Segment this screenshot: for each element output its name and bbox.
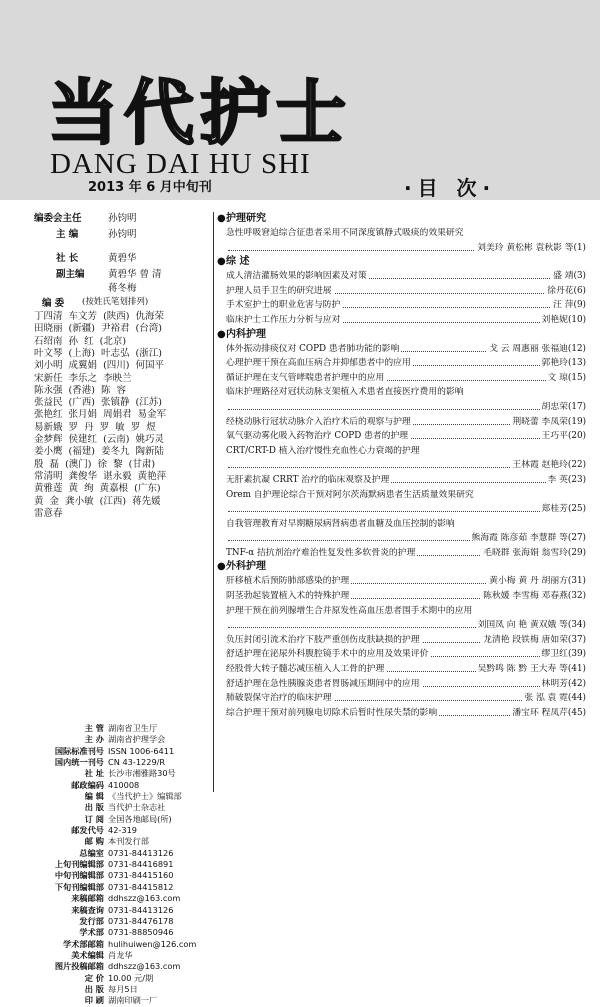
article-title[interactable]: 舒适护理在急性胰腺炎患者胃肠减压期间中的应用 [226, 677, 422, 692]
toc-entry[interactable] [226, 371, 586, 386]
pub-label: 邮 购 [84, 836, 104, 847]
pub-row [34, 870, 212, 881]
article-title[interactable]: 无肝素抗凝 CRRT 治疗的临床观察及护理 [226, 473, 391, 488]
pub-label: 中旬刊编辑部 [54, 870, 104, 881]
pub-value: 0731-84476178 [108, 915, 174, 926]
bullet-icon: ● [217, 561, 226, 573]
bullet-icon: ● [217, 328, 226, 340]
board-note: (按姓氏笔划排列) [82, 297, 149, 307]
pub-row [34, 916, 212, 927]
toc-entry-authors [226, 241, 586, 256]
pub-value: 当代护士杂志社 [108, 802, 166, 813]
board-line: 黄 金 龚小敏 (江西) 蒋先媛 [34, 495, 161, 507]
board-line: 黄雅莲 黄 绚 黄嘉根 (广东) [34, 483, 161, 495]
toc-entry[interactable] [226, 633, 586, 648]
toc-entry[interactable] [226, 356, 586, 371]
pub-row [34, 859, 212, 870]
pub-value: 全国各地邮局(所) [108, 813, 172, 824]
article-authors: 毛晓群 张海娟 翁雪玲(29) [481, 546, 586, 561]
toc-section-heading [217, 212, 586, 226]
journal-title: 当代护士 [48, 72, 352, 154]
article-authors: 郭艳玲(13) [540, 356, 586, 371]
pub-label: 印 刷 [84, 995, 104, 1006]
pub-row [34, 995, 212, 1006]
pub-row [34, 848, 212, 859]
pub-value: 42-319 [108, 825, 138, 836]
board-line: 刘小明 成翼娟 (四川) 何国平 [34, 360, 165, 372]
pub-label: 主 管 [84, 723, 104, 733]
board-line: 石绍南 孙 红 (北京) [34, 335, 127, 347]
pub-row [34, 757, 212, 768]
board-line: 丁四清 车文芳 (陕西) 仇海荣 [34, 311, 165, 322]
toc-entry-authors [226, 502, 586, 517]
board-line: 常清明 龚俊华 谌永毅 黄艳萍 [34, 470, 167, 482]
article-authors: 吴黔鸣 陈 黔 王大寿 等(41) [476, 662, 586, 677]
article-title[interactable]: Orem 自护理论综合干预对阿尔茨海默病患者生活质量效果研究 [226, 488, 476, 503]
article-title[interactable]: 阴茎勃起装置植入术的特殊护理 [226, 589, 351, 604]
pub-row [34, 802, 212, 813]
toc-entry-title[interactable] [226, 385, 586, 400]
toc-entry[interactable] [226, 342, 586, 357]
article-authors: 潘宝环 程凤芹(45) [510, 706, 586, 721]
editor-label: 主 编 [56, 229, 79, 240]
pub-value: 0731-84415160 [108, 870, 174, 881]
section-title: 外科护理 [226, 561, 266, 573]
pub-label: 定 价 [84, 972, 104, 983]
toc-entry[interactable] [226, 589, 586, 604]
pub-label: 学术部邮箱 [63, 938, 104, 949]
pub-label: 总编室 [79, 847, 104, 858]
leader-dots [228, 409, 586, 410]
article-title[interactable]: 经股骨大转子髓芯减压植入人工骨的护理 [226, 662, 386, 677]
article-authors: 龙清艳 段铁梅 唐如荣(37) [481, 633, 586, 648]
article-title[interactable]: 体外振动排痰仪对 COPD 患者肺功能的影响 [226, 342, 401, 357]
pub-value: 湖南省卫生厅 [108, 723, 158, 733]
toc-entry-title[interactable] [226, 517, 586, 532]
article-authors: 王林霞 赵艳玲(22) [510, 458, 586, 473]
article-title[interactable]: 护理人员手卫生的研究进展 [226, 284, 334, 299]
toc-entry-authors [226, 618, 586, 633]
toc-entry[interactable] [226, 429, 586, 444]
toc-section-heading [217, 255, 586, 269]
pub-value: ddhszz@163.com [108, 893, 181, 904]
toc-entry-authors [226, 531, 586, 546]
board-line: 叶文琴 (上海) 叶志弘 (浙江) [34, 347, 162, 359]
article-title[interactable]: 成人清洁灌肠效果的影响因素及对策 [226, 269, 369, 284]
pub-row [34, 814, 212, 825]
toc-entry[interactable] [226, 706, 586, 721]
pub-row [34, 825, 212, 836]
president-names: 黄碧华 [108, 253, 137, 264]
article-title[interactable]: 负压封闭引流术治疗下肢严重创伤皮肤缺损的护理 [226, 633, 422, 648]
pub-value: 410008 [108, 779, 140, 790]
pub-value: 长沙市湘雅路30号 [108, 768, 176, 779]
pub-label: 国内统一刊号 [54, 757, 104, 768]
pub-label: 社 址 [84, 768, 104, 779]
pub-label: 发行部 [79, 915, 104, 926]
pub-label: 国际标准刊号 [54, 745, 104, 756]
board-line: 金梦辉 侯建红 (云南) 姚巧灵 [34, 434, 165, 445]
column-divider [213, 212, 214, 792]
board-label: 编 委 [42, 298, 65, 309]
pub-value: 本刊发行部 [108, 836, 149, 847]
article-authors: 熊海霞 陈彦茹 李慧群 等(27) [470, 531, 586, 546]
pub-row [34, 723, 212, 734]
toc-entry[interactable] [226, 647, 586, 662]
article-authors: 刘国凤 向 艳 黄双娥 等(34) [476, 618, 586, 633]
board-line: 宋新任 李乐之 李映兰 [34, 372, 132, 384]
board-line: 张艳红 张月娟 周娟君 易金军 [34, 409, 167, 421]
editor-names: 孙钧明 [108, 229, 137, 240]
pub-value: 每月5日 [108, 983, 138, 994]
pub-label: 美术编辑 [71, 949, 104, 960]
pub-row [34, 939, 212, 950]
vice-names: 黄碧华 曾 清 [108, 269, 162, 280]
article-authors: 汪 萍(9) [551, 298, 586, 313]
pub-value: 《当代护士》编辑部 [108, 791, 182, 802]
board-line: 雷意春 [34, 507, 63, 519]
pub-value: 0731-84415812 [108, 881, 174, 892]
article-title[interactable]: 临床护理路径对冠状动脉支架植入术患者直接医疗费用的影响 [226, 385, 466, 400]
board-line: 殷 磊 (澳门) 徐 黎 (甘肃) [34, 458, 156, 470]
pub-label: 来稿邮箱 [71, 893, 104, 904]
article-authors: 李 英(23) [546, 473, 586, 488]
bullet-icon: ● [217, 213, 226, 224]
table-of-contents [217, 212, 586, 720]
article-title[interactable]: 护理干预在前列腺增生合并原发性高血压患者围手术期中的应用 [226, 604, 474, 619]
pub-label: 出 版 [84, 802, 104, 813]
article-authors: 王巧平(20) [540, 429, 586, 444]
article-authors: 刘艳妮(10) [540, 313, 586, 328]
article-title[interactable]: 临床护士工作压力分析与应对 [226, 313, 342, 328]
article-title[interactable]: 经桡动脉行冠状动脉介入治疗术后的观察与护理 [226, 415, 413, 430]
article-authors: 胡忠荣(17) [540, 400, 586, 415]
article-title[interactable]: 舒适护理在泌尿外科腹腔镜手术中的应用及效果评价 [226, 647, 430, 662]
pub-value: hulihuiwen@126.com [108, 938, 197, 949]
toc-entry[interactable] [226, 677, 586, 692]
article-authors: 盛 靖(3) [551, 269, 586, 284]
article-authors: 刘美玲 黄松彬 袁秋影 等(1) [475, 241, 586, 256]
bullet-icon: ● [217, 256, 226, 268]
pub-value: 0731-84413126 [108, 904, 174, 915]
pub-row [34, 905, 212, 916]
chief-row [34, 210, 137, 224]
toc-entry-authors [226, 458, 586, 473]
article-authors: 黄小梅 黄 丹 胡丽方(31) [487, 574, 586, 589]
vice-row [56, 266, 162, 280]
article-authors: 戈 云 周惠丽 张福迪(12) [487, 342, 586, 357]
pub-row [34, 973, 212, 984]
pub-row [34, 768, 212, 779]
pub-row [34, 791, 212, 802]
president-row [56, 250, 137, 264]
pub-value: 肖龙华 [108, 949, 133, 960]
pub-value: 湖南印刷一厂 [108, 995, 158, 1006]
pub-label: 编 辑 [84, 791, 104, 802]
pub-label: 下旬刊编辑部 [54, 881, 104, 892]
article-authors: 陈秋媛 李雪梅 邓春燕(32) [481, 589, 586, 604]
toc-entry-authors [226, 400, 586, 415]
article-title[interactable]: 氧气驱动雾化吸入药物治疗 COPD 患者的护理 [226, 429, 410, 444]
toc-entry-title[interactable] [226, 604, 586, 619]
article-title[interactable]: 心理护理干预在高血压病合并抑郁患者中的应用 [226, 356, 413, 371]
pub-row [34, 780, 212, 791]
toc-entry[interactable] [226, 662, 586, 677]
toc-entry[interactable] [226, 284, 586, 299]
pub-row [34, 927, 212, 938]
pub-value: 0731-84413126 [108, 847, 174, 858]
board-row [42, 295, 149, 309]
pub-row [34, 984, 212, 995]
vice-label: 副主编 [56, 269, 85, 280]
pub-row [34, 893, 212, 904]
publication-info [34, 723, 212, 1007]
board-line: 陈永强 (香港) 陈 容 [34, 384, 127, 396]
toc-entry[interactable] [226, 269, 586, 284]
journal-title-pinyin: DANG DAI HU SHI [50, 148, 311, 180]
issue-date: 2013 年 6 月中旬刊 [88, 180, 212, 195]
section-title: 内科护理 [226, 328, 266, 340]
article-authors: 缪卫红(39) [540, 647, 586, 662]
article-title[interactable]: TNF-α 拮抗剂治疗难治性复发性多软骨炎的护理 [226, 546, 417, 561]
board-line: 田晓丽 (新疆) 尹裕君 (台湾) [34, 323, 162, 335]
toc-section-heading [217, 560, 586, 574]
toc-section-heading [217, 328, 586, 342]
pub-value: ddhszz@163.com [108, 961, 181, 972]
editor-row [56, 226, 137, 240]
pub-label: 学术部 [79, 927, 104, 938]
toc-entry[interactable] [226, 546, 586, 561]
board-line: 易新娥 罗 丹 罗 敏 罗 煜 [34, 421, 156, 433]
article-title[interactable]: CRT/CRT-D 植入治疗慢性充血性心力衰竭的护理 [226, 444, 422, 459]
toc-entry-title[interactable] [226, 226, 586, 241]
article-title[interactable]: 手术室护士的职业危害与防护 [226, 298, 342, 313]
pub-row [34, 950, 212, 961]
article-authors: 徐丹花(6) [545, 284, 586, 299]
section-title: 综 述 [226, 256, 250, 268]
pub-row [34, 734, 212, 745]
article-title[interactable]: 综合护理干预对前列腺电切除术后暂时性尿失禁的影响 [226, 706, 439, 721]
pub-value: 10.00 元/期 [108, 972, 154, 983]
leader-dots [228, 511, 586, 512]
toc-heading: ·目 次· [404, 176, 497, 200]
board-line: 张益民 (广西) 张镇静 (江苏) [34, 397, 162, 409]
pub-row [34, 746, 212, 757]
pub-label: 邮发代号 [71, 825, 104, 836]
pub-value: CN 43-1229/R [108, 757, 166, 768]
pub-value: 湖南省护理学会 [108, 734, 166, 745]
board-line: 姜小鹰 (福建) 姜冬九 陶新陆 [34, 446, 165, 458]
article-title[interactable]: 肺破裂保守治疗的临床护理 [226, 691, 334, 706]
pub-label: 邮政编码 [71, 779, 104, 790]
toc-entry[interactable] [226, 691, 586, 706]
toc-entry[interactable] [226, 473, 586, 488]
article-authors: 张 泓 袁 霓(44) [522, 691, 586, 706]
pub-label: 上旬刊编辑部 [54, 859, 104, 870]
toc-entry-title[interactable] [226, 444, 586, 459]
pub-row [34, 836, 212, 847]
toc-entry[interactable] [226, 574, 586, 589]
section-title: 护理研究 [226, 213, 266, 224]
pub-label: 图片投稿邮箱 [54, 961, 104, 972]
pub-label: 出 版 [84, 983, 104, 994]
pub-value: 0731-88850946 [108, 927, 174, 938]
article-authors: 荆晓蕾 李凤荣(19) [510, 415, 586, 430]
article-authors: 林明芳(42) [540, 677, 586, 692]
chief-label: 编委会主任 [34, 213, 82, 224]
article-title[interactable]: 急性呼吸窘迫综合征患者采用不同深度镇静式吸痰的效果研究 [226, 226, 466, 241]
vice-extra: 蒋冬梅 [108, 283, 137, 294]
pub-label: 订 阅 [84, 813, 104, 824]
toc-entry-title[interactable] [226, 488, 586, 503]
pub-row [34, 961, 212, 972]
toc-entry[interactable] [226, 313, 586, 328]
article-authors: 文 琼(15) [546, 371, 586, 386]
chief-names: 孙钧明 [108, 213, 137, 224]
toc-entry[interactable] [226, 298, 586, 313]
article-authors: 郑桂芳(25) [540, 502, 586, 517]
pub-label: 主 办 [84, 734, 104, 745]
article-title[interactable]: 自我管理教育对早期糖尿病肾病患者血糖及血压控制的影响 [226, 517, 457, 532]
article-title[interactable]: 循证护理在支气管哮喘患者护理中的应用 [226, 371, 386, 386]
toc-entry[interactable] [226, 415, 586, 430]
pub-label: 来稿查询 [71, 904, 104, 915]
president-label: 社 长 [56, 253, 79, 264]
article-title[interactable]: 肝移植术后预防肺部感染的护理 [226, 574, 351, 589]
pub-value: 0731-84416891 [108, 859, 174, 870]
pub-row [34, 882, 212, 893]
pub-value: ISSN 1006-6411 [108, 745, 175, 756]
